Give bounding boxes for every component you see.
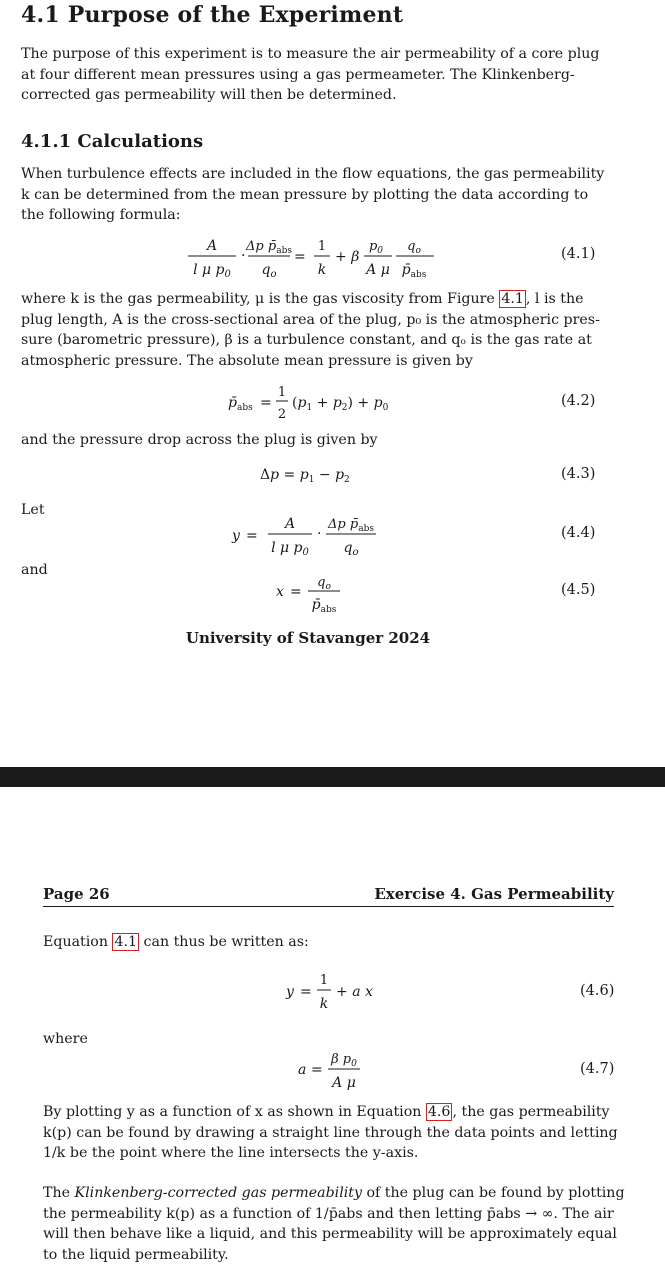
equation-number: (4.6) [580,983,615,999]
svg-text:l μ p0: l μ $p_0$ [193,262,231,280]
subsection-title: 4.1.1 Calculations [21,131,204,152]
svg-text:=: = [260,395,272,411]
svg-text:=: = [300,984,312,1000]
svg-text:Δp = p1 − p2: $\Delta p = p_1 - p_2$ [260,467,350,485]
intro-line: the following formula: [21,207,181,223]
equation-number: (4.2) [561,393,596,409]
intro-line: When turbulence effects are included in the flow equations, the gas permeability [21,166,605,182]
svg-text:p̄abs: $p̄_{abs}$ [311,597,337,615]
chapter-header: Exercise 4. Gas Permeability [374,885,614,903]
equation-4-6 [284,966,384,1014]
klinkenberg-paragraph [43,1183,625,1265]
intro-line: k can be determined from the mean pressure by plotting the data according to [21,186,589,203]
svg-text:y: y [286,984,294,1000]
svg-text:y: y [232,528,240,544]
svg-text:k: k [317,262,327,278]
equation-4-3 [258,460,378,488]
let-label: Let [21,502,45,518]
page-footer: University of Stavanger 2024 [185,629,431,647]
equation-4-1-link[interactable]: 4.1 [114,934,138,950]
klinkenberg-line: will then behave like a liquid, and this permeability will be approximately equal [43,1226,617,1242]
equation-4-5 [274,568,354,616]
svg-text:x: x [276,584,284,600]
svg-text:qo: $q_o$ [317,575,331,592]
svg-text:β p0: β $p_0$ [331,1052,357,1069]
page-divider [0,767,665,787]
svg-text:·: · [317,526,322,542]
purpose-line: The purpose of this experiment is to measure the air permeability of a core plug [21,46,600,62]
where-line: atmospheric pressure. The absolute mean pressure is given by [21,352,473,369]
purpose-line: at four different mean pressures using a gas permeameter. The Klinkenberg- [21,66,575,83]
svg-text:=: = [294,249,306,265]
svg-text:1: 1 [317,239,327,254]
svg-text:Δp p̄abs: Δp $p̄_{abs}$ [246,239,292,256]
and-label: and [21,562,48,578]
equation-number: (4.4) [561,525,596,541]
where-line: where k is the gas permeability, μ is the gas viscosity from Figure 4.1 , l is the [21,291,584,307]
svg-text:+ β: + β [335,249,360,265]
svg-text:=: = [290,584,302,600]
header-rule [43,906,614,907]
svg-text:k: k [319,996,329,1012]
plotting-paragraph [43,1102,618,1164]
svg-text:Δp p̄abs: Δp $p̄_{abs}$ [328,517,374,534]
where-label: where [43,1031,88,1047]
page-number: Page 26 [43,885,110,903]
svg-text:1: 1 [319,973,329,988]
where-paragraph [21,289,600,371]
equation-number: (4.3) [561,466,596,482]
svg-text:l μ p0: l μ $p_0$ [271,540,309,558]
pressure-drop-text: and the pressure drop across the plug is given by [21,432,378,448]
svg-text:A μ: A μ [332,1075,356,1091]
equation-4-6-link[interactable]: 4.6 [427,1104,451,1120]
svg-text:p0: $p_0$ [368,239,384,256]
plotting-line: By plotting y as a function of x as shown in Equation 4.6 , the gas permeability [43,1104,610,1120]
svg-text:qo: $q_o$ [261,262,277,280]
equation-4-7 [296,1046,376,1094]
where-line: plug length, A is the cross-sectional area of the plug, p₀ is the atmospheric pres- [21,311,600,328]
klinkenberg-term: Klinkenberg-corrected gas permeability [74,1185,362,1201]
klinkenberg-line: The Klinkenberg-corrected gas permeability of the plug can be found by plotting [43,1185,625,1201]
section-title: 4.1 Purpose of the Experiment [21,2,404,28]
klinkenberg-line: the permeability k(p) as a function of 1/p̄abs and then letting p̄abs → ∞. The air [43,1205,614,1222]
purpose-line: corrected gas permeability will then be determined. [21,87,397,103]
svg-text:2: 2 [277,407,287,422]
equation-4-2 [226,380,396,424]
equation-4-4 [230,510,390,558]
svg-text:·: · [241,248,246,264]
plotting-line: k(p) can be found by drawing a straight line through the data points and letting [43,1124,618,1141]
svg-text:p̄abs: $p̄_{abs}$ [401,262,427,280]
svg-text:qo: $q_o$ [343,540,359,558]
intro-paragraph [21,164,605,226]
svg-text:(p1 + p2) + p0: $(p_1 + p_2) + p_0$ [292,395,389,413]
plotting-line: 1/k be the point where the line intersects the y-axis. [43,1145,419,1161]
svg-text:1: 1 [277,385,287,400]
equation-number: (4.5) [561,582,596,598]
equation-number: (4.1) [561,246,596,262]
purpose-paragraph [21,44,600,106]
svg-text:=: = [246,528,258,544]
svg-text:+ a x: + a x [336,984,373,1000]
svg-text:qo: $q_o$ [407,239,421,256]
where-line: sure (barometric pressure), β is a turbulence constant, and qₒ is the gas rate at [21,332,592,348]
equation-4-1 [180,232,440,280]
klinkenberg-line: to the liquid permeability. [43,1246,229,1263]
svg-text:=: = [311,1062,323,1078]
svg-text:A: A [284,516,296,532]
equation-number: (4.7) [580,1061,615,1077]
svg-text:A μ: A μ [366,262,390,278]
figure-4-1-link[interactable]: 4.1 [501,291,524,307]
svg-text:a: a [298,1062,307,1078]
rewrite-text: Equation 4.1 can thus be written as: [43,934,309,950]
svg-text:p̄abs: $p̄_{abs}$ [228,395,253,413]
svg-text:A: A [206,238,218,254]
